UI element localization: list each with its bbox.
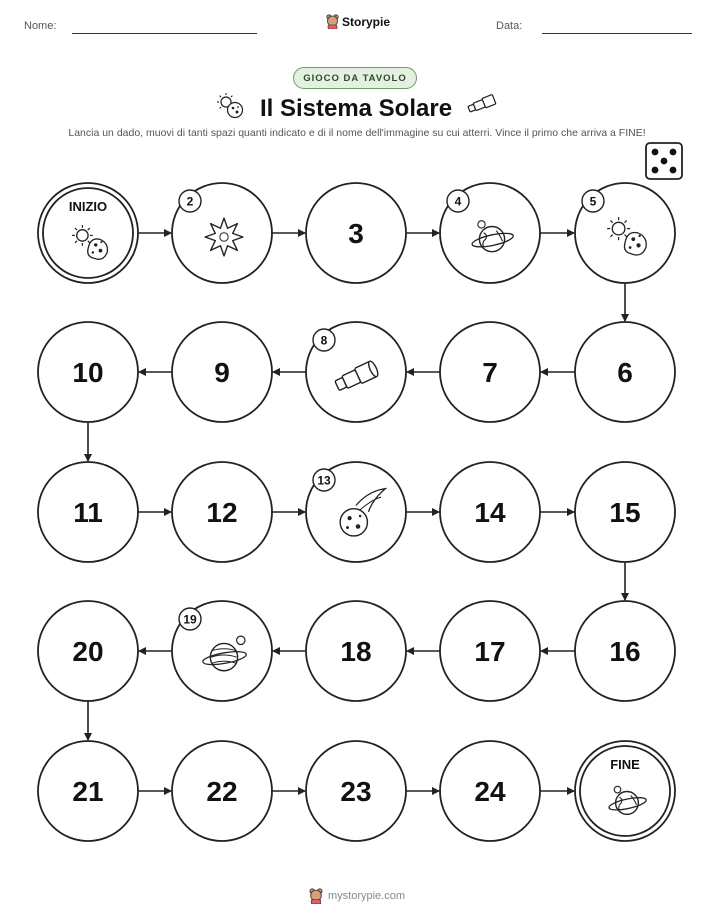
footer <box>0 888 714 904</box>
board-space <box>575 322 675 422</box>
category-badge: GIOCO DA TAVOLO <box>293 67 417 89</box>
start-space <box>38 183 138 283</box>
space-number: 4 <box>454 194 462 209</box>
board-space <box>172 741 272 841</box>
space-number: 17 <box>474 636 506 667</box>
board-space <box>440 601 540 701</box>
space-number: 23 <box>340 776 372 807</box>
space-number: 20 <box>72 636 104 667</box>
board-space <box>306 462 406 562</box>
finish-label: FINE <box>610 757 640 772</box>
space-number: 9 <box>214 357 230 388</box>
space-number: 3 <box>348 218 364 249</box>
board-space <box>440 462 540 562</box>
start-label: INIZIO <box>68 199 108 214</box>
space-number: 21 <box>72 776 104 807</box>
space-number: 12 <box>206 497 238 528</box>
board-space <box>172 462 272 562</box>
space-number: 8 <box>320 333 328 348</box>
bear-icon <box>309 888 323 904</box>
board-space <box>306 183 406 283</box>
board-space <box>172 601 272 701</box>
finish-space <box>575 741 675 841</box>
space-number: 2 <box>186 194 194 209</box>
board-space <box>575 183 675 283</box>
space-number: 6 <box>617 357 633 388</box>
instructions: Lancia un dado, muovi di tanti spazi quanti indicato e di il nome dell'immagine su cui atterri. Vince il primo che arriva a FINE! <box>68 127 646 139</box>
board-space <box>38 462 138 562</box>
board-space <box>172 183 272 283</box>
board-space <box>38 741 138 841</box>
board-space <box>440 741 540 841</box>
date-label: Data: <box>496 20 523 32</box>
star-icon <box>205 218 243 256</box>
board-space <box>440 183 540 283</box>
space-number: 15 <box>609 497 641 528</box>
board-space <box>440 322 540 422</box>
board-space <box>575 462 675 562</box>
space-number: 7 <box>482 357 498 388</box>
space-number: 22 <box>206 776 238 807</box>
space-number: 11 <box>73 497 103 528</box>
space-number: 16 <box>609 636 641 667</box>
board-space <box>38 601 138 701</box>
name-label: Nome: <box>24 20 57 32</box>
space-number: 5 <box>589 194 597 209</box>
space-number: 18 <box>340 636 372 667</box>
board-space <box>306 322 406 422</box>
board-space <box>38 322 138 422</box>
board-space <box>306 741 406 841</box>
space-number: 14 <box>474 497 506 528</box>
space-number: 10 <box>72 357 104 388</box>
space-number: 24 <box>474 776 506 807</box>
brand-name: Storypie <box>342 14 391 29</box>
board-space <box>306 601 406 701</box>
footer-url[interactable]: mystorypie.com <box>327 890 406 902</box>
title-text: Il Sistema Solare <box>259 95 453 122</box>
space-number: 13 <box>317 473 331 488</box>
space-number: 19 <box>183 612 197 627</box>
board-space <box>575 601 675 701</box>
board-space <box>172 322 272 422</box>
